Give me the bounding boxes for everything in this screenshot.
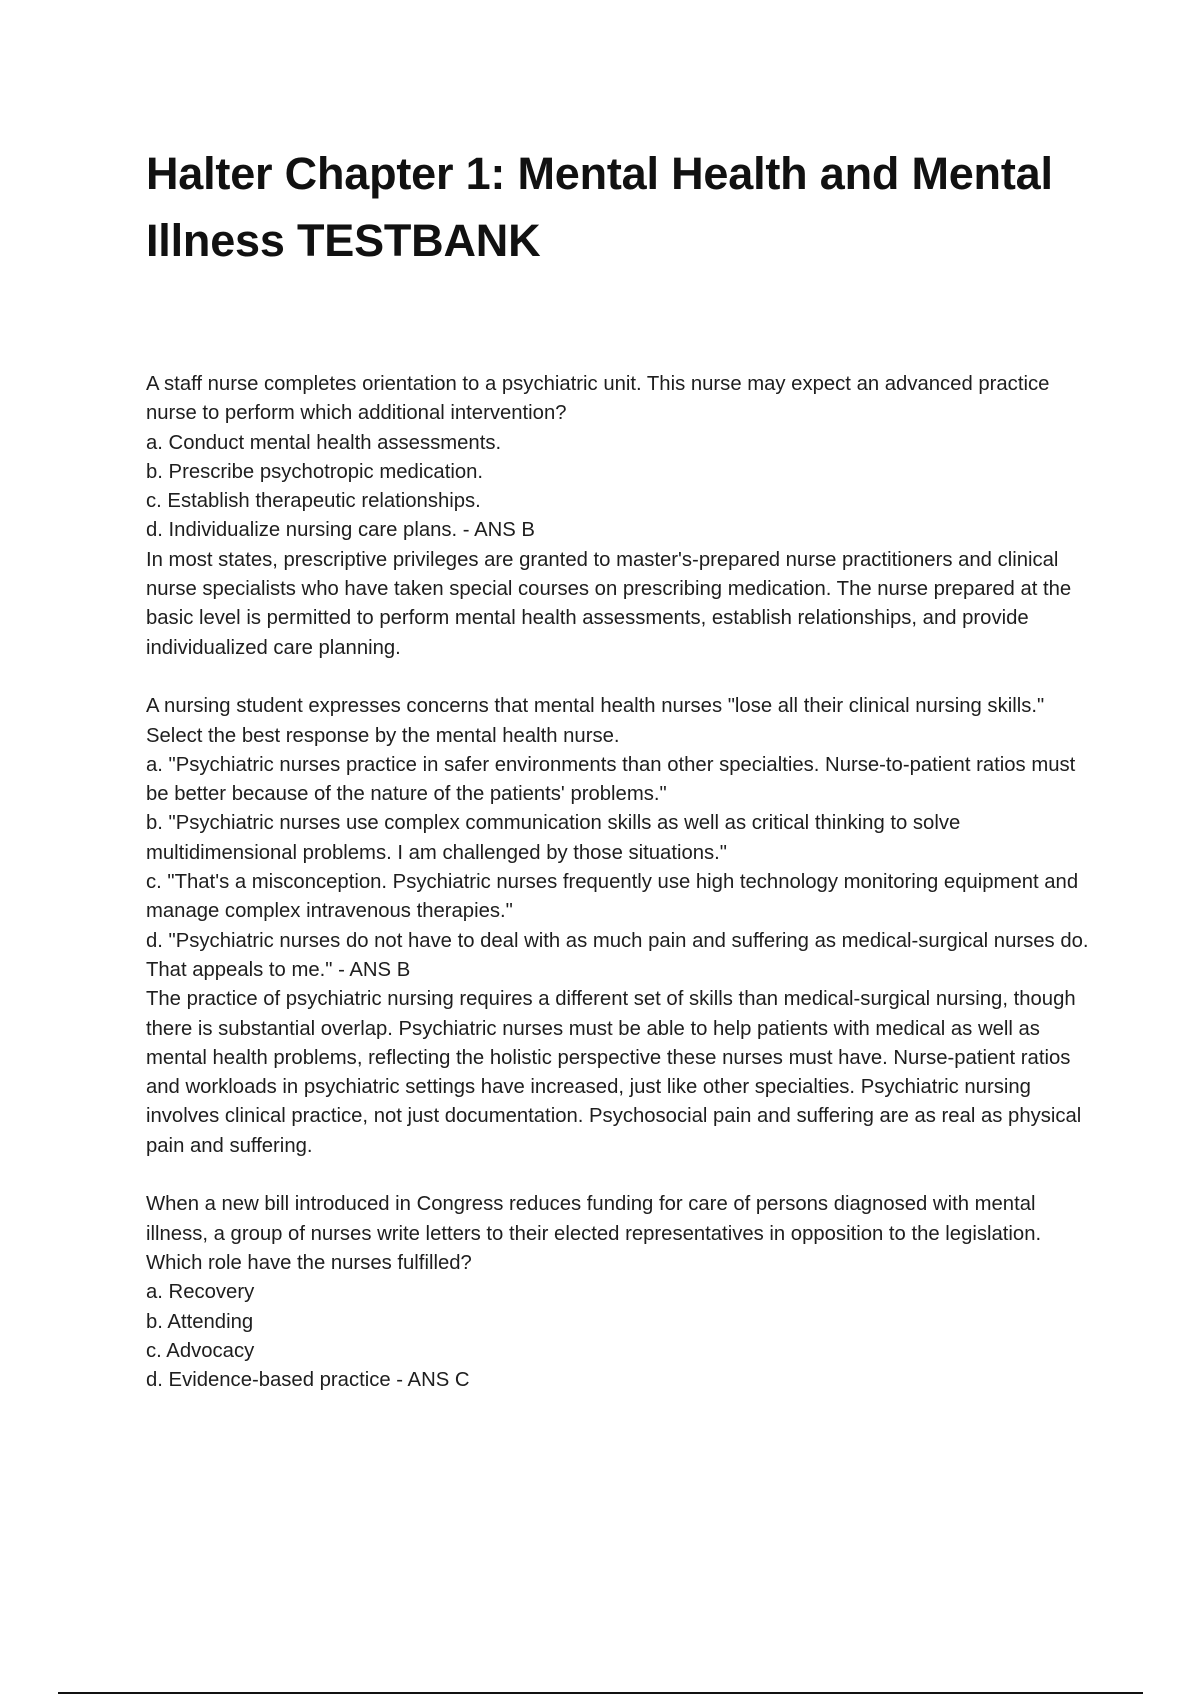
question-stem: A staff nurse completes orientation to a psychiatric unit. This nurse may expect an advanced practice nurse to perform which additional intervention? — [146, 373, 1050, 425]
answer-option: b. Attending — [146, 1310, 254, 1333]
answer-option: a. Conduct mental health assessments. — [146, 431, 502, 454]
question-list — [146, 370, 1096, 1425]
question-block-1 — [146, 370, 1096, 663]
page-title: Halter Chapter 1: Mental Health and Mental Illness TESTBANK — [146, 148, 1053, 266]
answer-option: b. Prescribe psychotropic medication. — [146, 460, 484, 483]
question-stem: When a new bill introduced in Congress reduces funding for care of persons diagnosed with mental illness, a group of nurses write letters to their elected representatives in opposition to the legislation. Which role have the nurses fulfilled? — [146, 1193, 1042, 1274]
answer-option: a. Recovery — [146, 1281, 255, 1304]
answer-option: a. "Psychiatric nurses practice in safer environments than other specialties. Nurse-to-patient ratios must be better because of the nature of the patients' problems." — [146, 753, 1076, 806]
answer-rationale: The practice of psychiatric nursing requires a different set of skills than medical-surgical nursing, though there is substantial overlap. Psychiatric nurses must be able to help patients with medical as well as mental health problems, reflecting the holistic perspective these nurses must have. Nurse-patient ratios and workloads in psychiatric settings have increased, just like other specialties. Psychiatric nursing involves clinical practice, not just documentation. Psychosocial pain and suffering are as real as physical pain and suffering. — [146, 988, 1082, 1157]
answer-rationale: In most states, prescriptive privileges are granted to master's-prepared nurse practitioners and clinical nurse specialists who have taken special courses on prescribing medication. The nurse prepared at the basic level is permitted to perform mental health assessments, establish relationships, and provide individualized care planning. — [146, 548, 1072, 659]
footer-divider — [58, 1692, 1143, 1694]
answer-option: c. Establish therapeutic relationships. — [146, 490, 481, 513]
answer-option: c. "That's a misconception. Psychiatric nurses frequently use high technology monitoring equipment and manage complex intravenous therapies." — [146, 871, 1079, 923]
answer-option: d. "Psychiatric nurses do not have to deal with as much pain and suffering as medical-surgical nurses do. That appeals to me." - ANS B — [146, 929, 1089, 981]
answer-option: b. "Psychiatric nurses use complex communication skills as well as critical thinking to solve multidimensional problems. I am challenged by those situations." — [146, 812, 961, 864]
question-block-2 — [146, 692, 1096, 1161]
answer-option: d. Individualize nursing care plans. - ANS B — [146, 519, 535, 542]
question-stem: A nursing student expresses concerns that mental health nurses "lose all their clinical nursing skills." Select the best response by the mental health nurse. — [146, 695, 1045, 747]
answer-option: c. Advocacy — [146, 1339, 255, 1362]
answer-option: d. Evidence-based practice - ANS C — [146, 1369, 470, 1392]
question-block-3 — [146, 1190, 1096, 1395]
